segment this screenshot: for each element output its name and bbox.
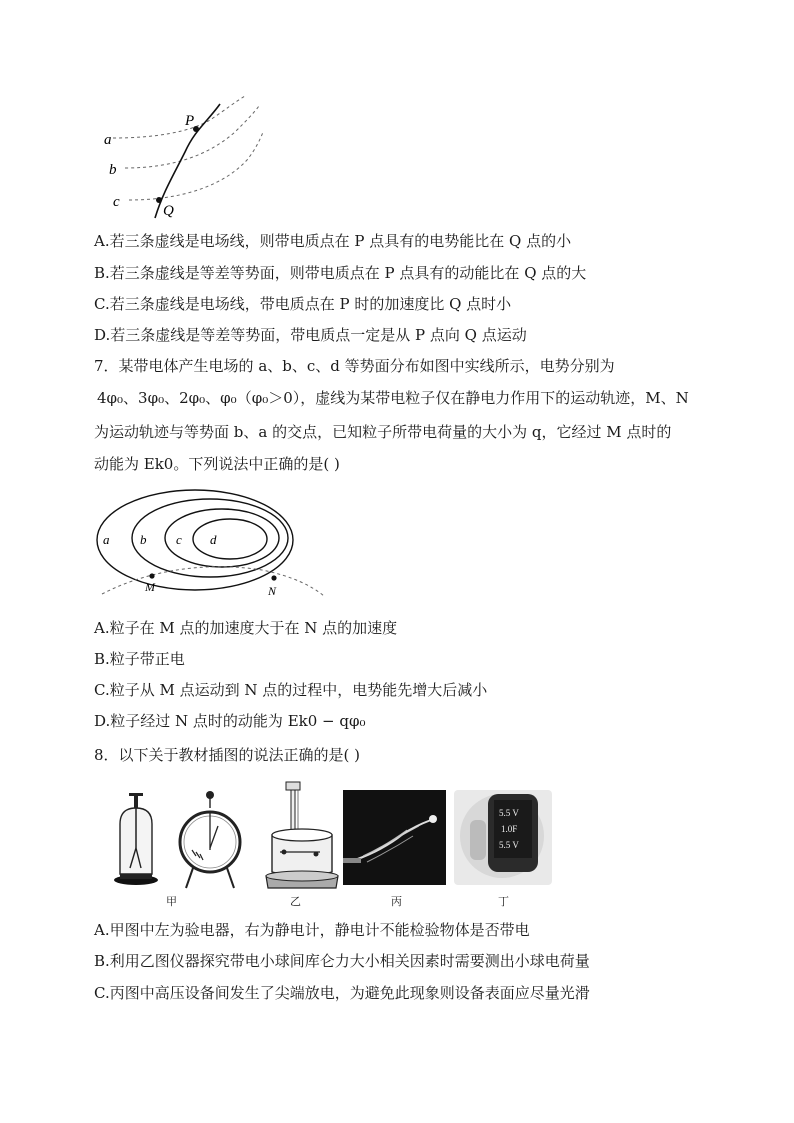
q7-option-b: B.粒子带正电 [94,650,185,668]
label-Q: Q [163,203,174,219]
q8-option-c: C.丙图中高压设备间发生了尖端放电，为避免此现象则设备表面应尽量光滑 [94,984,590,1002]
label-b: b [109,162,117,178]
q7-stem-line1: 7．某带电体产生电场的 a、b、c、d 等势面分布如图中实线所示，电势分别为 [94,357,615,375]
q7-option-a: A.粒子在 M 点的加速度大于在 N 点的加速度 [94,619,398,637]
figure-jia-electroscope [108,790,258,895]
figure-equipotentials [92,486,332,604]
label-c: c [113,194,120,210]
capacitor-text-1: 5.5 V [499,808,519,818]
label-c: c [176,532,182,547]
caption-yi: 乙 [290,895,301,908]
caption-ding: 丁 [498,895,509,908]
caption-jia: 甲 [166,895,177,908]
figure-bing-point-discharge [343,790,446,885]
figure-field-lines [95,92,265,222]
particle-trajectory [102,567,324,596]
point-M [149,573,154,578]
equipotential-d [193,519,267,559]
capacitor-text-2: 1.0F [501,824,518,834]
label-a: a [104,132,112,148]
figure-yi-torsion-balance [262,780,342,895]
dashed-line-a [113,96,245,138]
label-P: P [185,113,195,129]
q6-option-a: A.若三条虚线是电场线，则带电质点在 P 点具有的电势能比在 Q 点的小 [94,232,572,250]
figure-ding-capacitor [454,790,552,885]
label-b: b [140,532,147,547]
q6-option-b: B.若三条虚线是等差等势面，则带电质点在 P 点具有的动能比在 Q 点的大 [94,264,587,282]
q8-option-b: B.利用乙图仪器探究带电小球间库仑力大小相关因素时需要测出小球电荷量 [94,952,590,970]
q8-stem: 8．以下关于教材插图的说法正确的是( ) [94,746,361,764]
q7-option-c: C.粒子从 M 点运动到 N 点的过程中，电势能先增大后减小 [94,681,488,699]
dashed-line-c [129,132,263,200]
q7-option-d: D.粒子经过 N 点时的动能为 Ek0 − qφ₀ [94,712,366,730]
q6-option-c: C.若三条虚线是电场线，带电质点在 P 时的加速度比 Q 点时小 [94,295,512,313]
label-d: d [210,532,217,547]
q7-stem-line3: 为运动轨迹与等势面 b、a 的交点，已知粒子所带电荷量的大小为 q，它经过 M 点时的 [94,423,672,441]
caption-bing: 丙 [391,895,402,908]
label-N: N [268,584,277,598]
q8-option-a: A.甲图中左为验电器，右为静电计，静电计不能检验物体是否带电 [94,921,530,939]
point-N [271,575,276,580]
q7-stem-line4: 动能为 Ek0。下列说法中正确的是( ) [94,455,340,473]
label-M: M [145,580,155,594]
equipotential-a [97,490,293,590]
capacitor-text-3: 5.5 V [499,840,519,850]
q7-stem-line2: 4φ₀、3φ₀、2φ₀、φ₀（φ₀＞0），虚线为某带电粒子仅在静电力作用下的运动轨迹，M、N [97,389,689,407]
point-Q [156,197,162,203]
label-a: a [103,532,110,547]
q6-option-d: D.若三条虚线是等差等势面，带电质点一定是从 P 点向 Q 点运动 [94,326,527,344]
